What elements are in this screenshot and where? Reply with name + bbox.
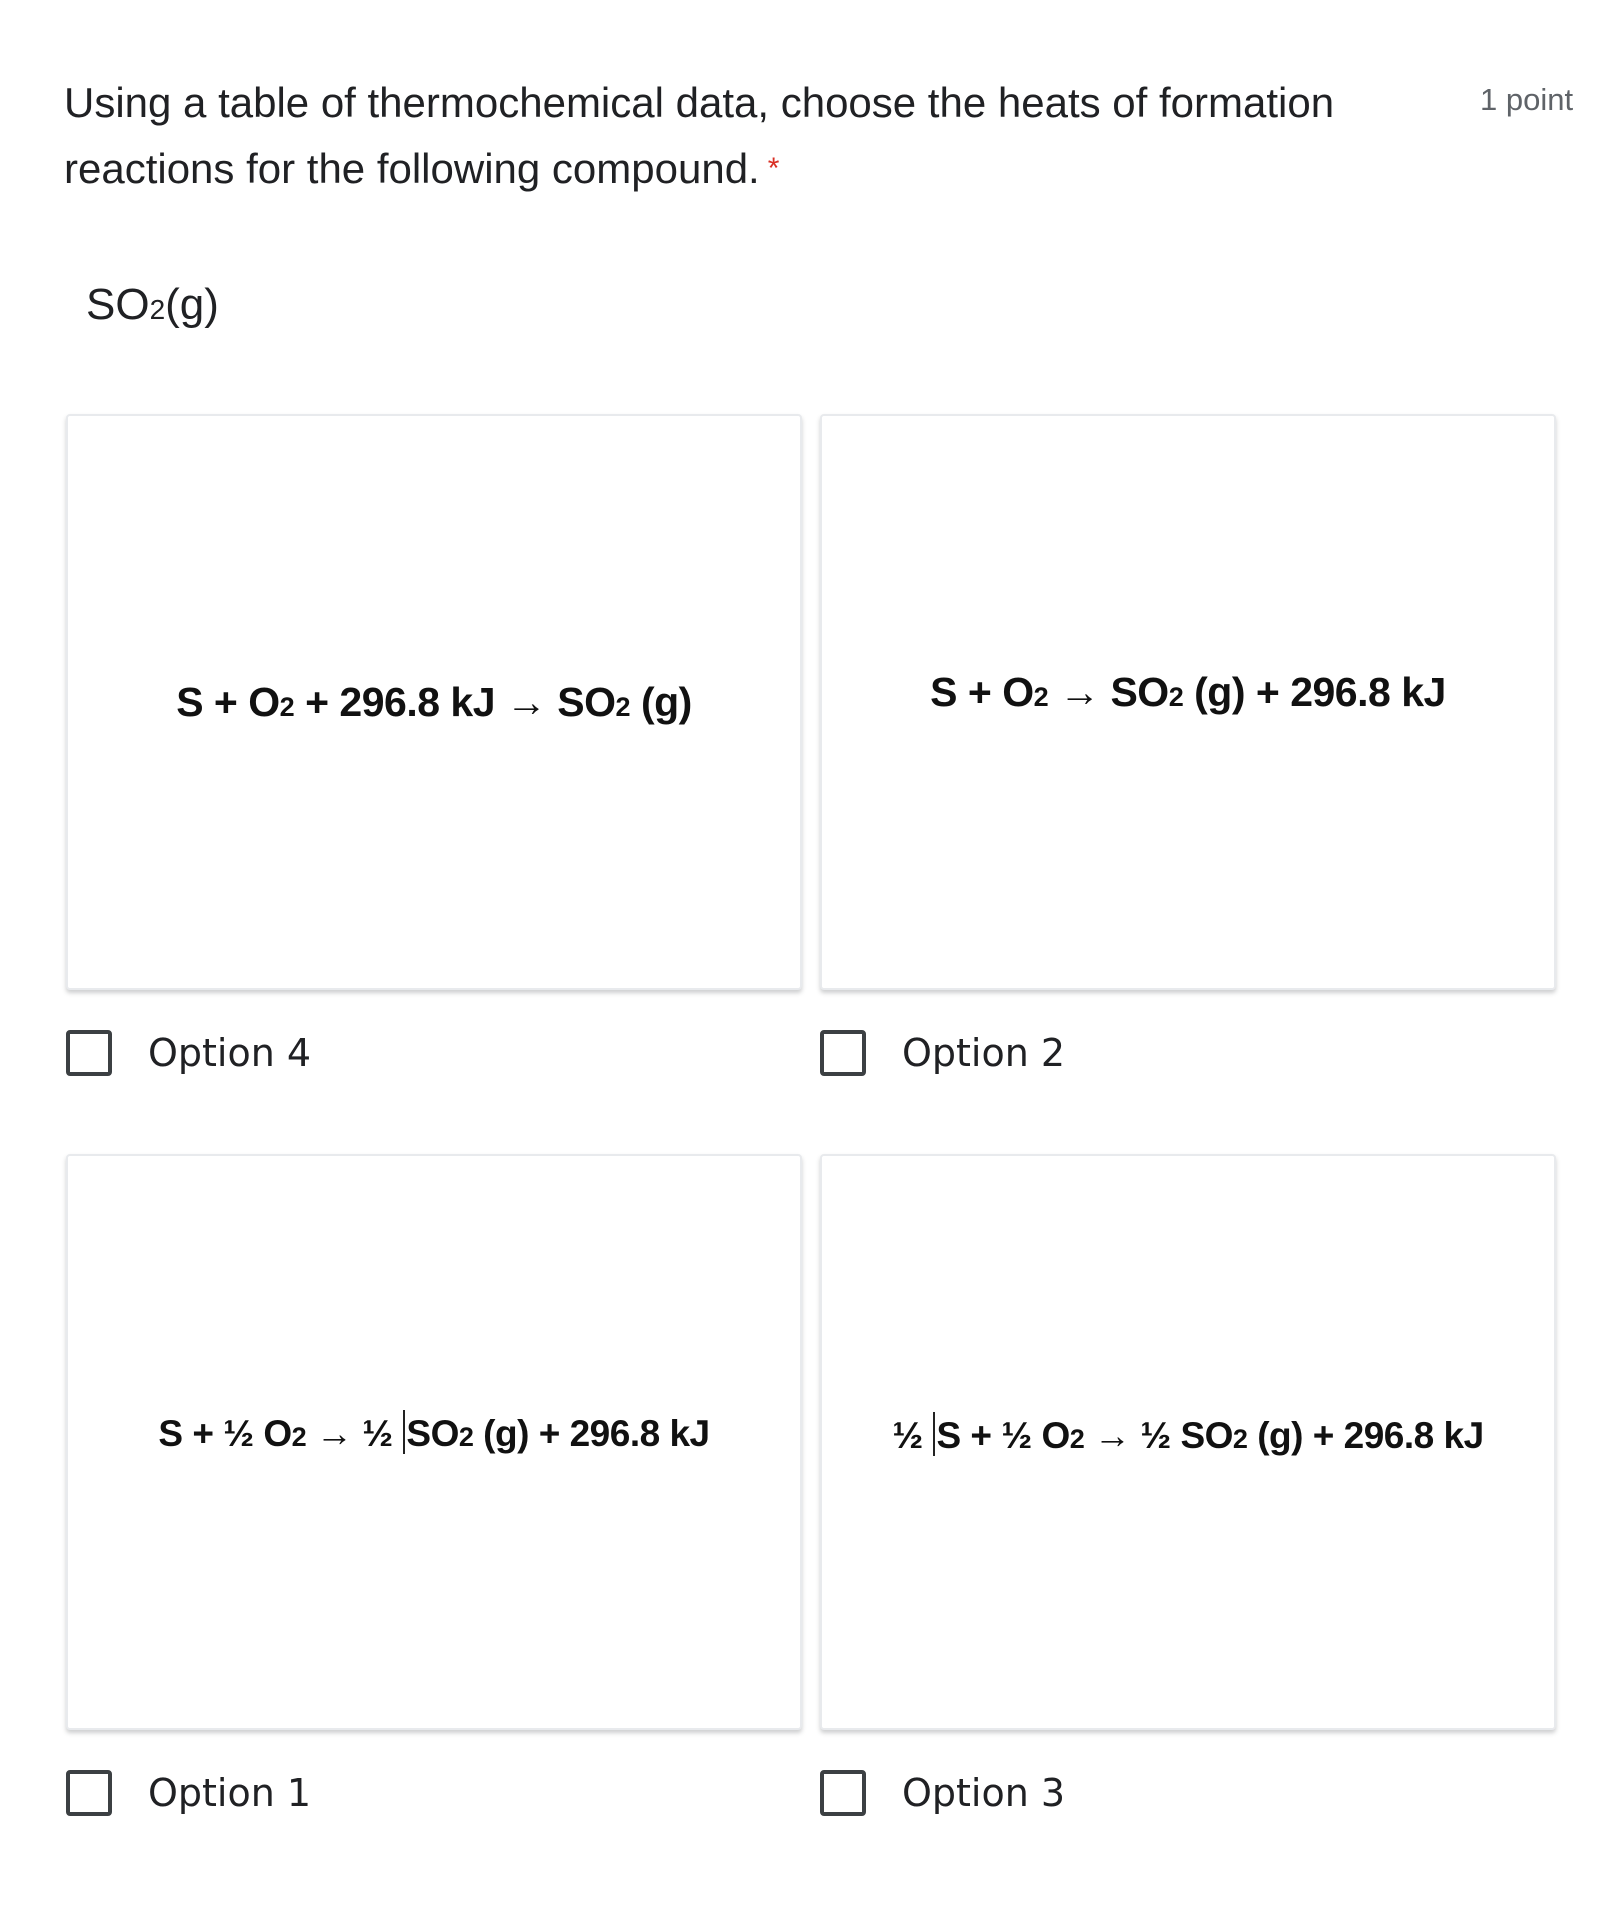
option-2-image-card[interactable] bbox=[820, 414, 1556, 990]
eq-subscript: 2 bbox=[1069, 1423, 1085, 1454]
eq-part: (g) + 296.8 kJ bbox=[1247, 1414, 1484, 1456]
eq-part: S + O bbox=[930, 668, 1034, 715]
required-asterisk: * bbox=[767, 152, 780, 185]
eq-part: → ½ bbox=[306, 1412, 403, 1454]
eq-part: → ½ SO bbox=[1084, 1414, 1233, 1456]
option-3-image-card[interactable] bbox=[820, 1154, 1556, 1730]
eq-part: S + ½ O bbox=[158, 1412, 292, 1454]
compound-formula bbox=[86, 280, 219, 330]
option-2-checkbox[interactable] bbox=[820, 1030, 866, 1076]
option-1-checkbox[interactable] bbox=[66, 1770, 112, 1816]
eq-subscript: 2 bbox=[279, 691, 295, 722]
option-1-label: Option 1 bbox=[148, 1771, 312, 1815]
option-4-checkbox[interactable] bbox=[66, 1030, 112, 1076]
eq-subscript: 2 bbox=[458, 1421, 474, 1452]
eq-part: (g) bbox=[630, 678, 692, 725]
eq-part: + 296.8 kJ → SO bbox=[294, 678, 616, 725]
eq-subscript: 2 bbox=[1033, 681, 1049, 712]
option-2-equation bbox=[930, 669, 1446, 716]
compound-symbol: SO bbox=[86, 280, 150, 329]
eq-part: (g) + 296.8 kJ bbox=[1183, 668, 1446, 715]
option-4-image-card[interactable] bbox=[66, 414, 802, 990]
eq-part: S + O bbox=[176, 678, 280, 725]
points-label: 1 point bbox=[1480, 82, 1574, 117]
question-text: Using a table of thermochemical data, choose the heats of formation reactions for the following compound. bbox=[64, 79, 1335, 192]
option-1-image-card[interactable] bbox=[66, 1154, 802, 1730]
option-3-choice[interactable] bbox=[820, 1770, 1065, 1816]
question-title bbox=[64, 70, 1424, 202]
eq-subscript: 2 bbox=[291, 1421, 307, 1452]
compound-state: (g) bbox=[165, 280, 219, 329]
eq-part: → SO bbox=[1048, 668, 1169, 715]
option-4-equation bbox=[176, 679, 692, 726]
option-1-choice[interactable] bbox=[66, 1770, 311, 1816]
option-1-equation bbox=[158, 1410, 709, 1455]
option-4-label: Option 4 bbox=[148, 1031, 312, 1075]
eq-subscript: 2 bbox=[1168, 681, 1184, 712]
option-2-choice[interactable] bbox=[820, 1030, 1065, 1076]
option-3-checkbox[interactable] bbox=[820, 1770, 866, 1816]
eq-subscript: 2 bbox=[1232, 1423, 1248, 1454]
option-4-choice[interactable] bbox=[66, 1030, 311, 1076]
option-2-label: Option 2 bbox=[902, 1031, 1066, 1075]
eq-part: S + ½ O bbox=[936, 1414, 1070, 1456]
eq-part: (g) + 296.8 kJ bbox=[473, 1412, 710, 1454]
eq-part: SO bbox=[406, 1412, 459, 1454]
option-3-label: Option 3 bbox=[902, 1771, 1066, 1815]
eq-subscript: 2 bbox=[615, 691, 631, 722]
eq-part: ½ bbox=[892, 1414, 933, 1456]
option-3-equation bbox=[892, 1412, 1483, 1457]
compound-subscript: 2 bbox=[149, 294, 166, 325]
